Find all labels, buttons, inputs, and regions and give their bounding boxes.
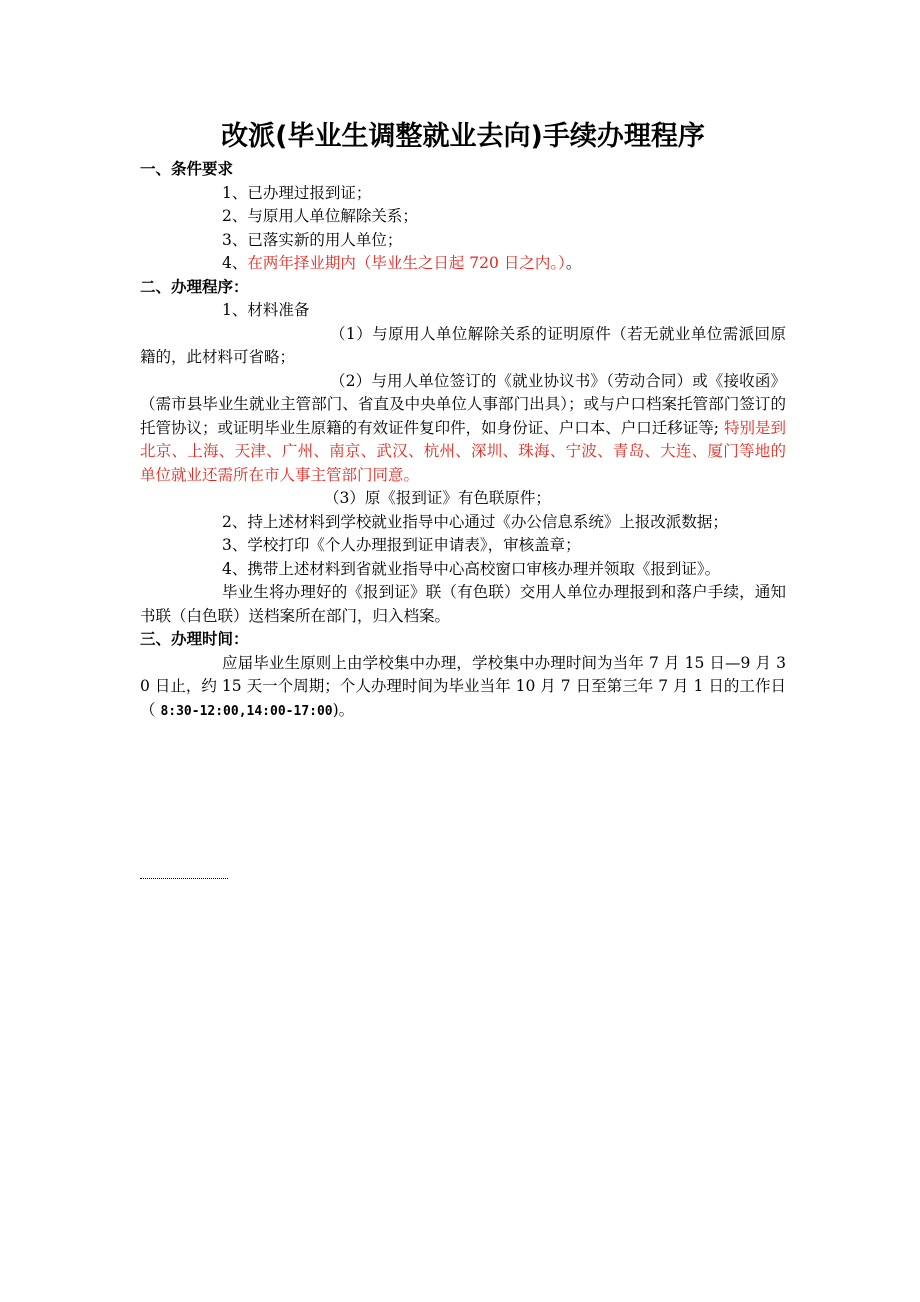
section-time	[140, 628, 786, 723]
procedure-step-4: 4、携带上述材料到省就业指导中心高校窗口审核办理并领取《报到证》。	[222, 559, 721, 578]
material-item-2	[140, 370, 786, 488]
condition-item-4-prefix: 4、	[222, 254, 248, 272]
section-heading-conditions: 一、条件要求	[140, 160, 234, 178]
time-paragraph-text: 应届毕业生原则上由学校集中办理，学校集中办理时间为当年 7 月 15 日—9 月 30 日止，约 15 天一个周期；个人办理时间为毕业当年 10 月 7 日至第三年 7 月 1 日的工作日（	[140, 653, 786, 719]
time-paragraph-end: )。	[332, 700, 355, 719]
material-item-2-highlight: 特别是到北京、上海、天津、广州、南京、武汉、杭州、深圳、珠海、宁波、青岛、大连、厦门等地的单位就业还需所在市人事主管部门同意。	[140, 418, 786, 484]
footnote-separator	[140, 878, 228, 879]
section-heading-procedure: 二、办理程序：	[140, 277, 249, 296]
office-hours: 8:30-12:00,14:00-17:00	[160, 703, 333, 719]
section-conditions	[140, 158, 786, 276]
material-item-3: （3）原《报到证》有色联原件；	[324, 489, 551, 507]
section-procedure	[140, 276, 786, 629]
condition-item: 3、已落实新的用人单位；	[222, 230, 403, 249]
time-paragraph	[140, 652, 786, 724]
document-title: 改派(毕业生调整就业去向)手续办理程序	[221, 121, 705, 152]
condition-item: 2、与原用人单位解除关系；	[222, 207, 418, 225]
condition-item-4-suffix: 。	[565, 254, 582, 272]
condition-item-4-highlight: 在两年择业期内（毕业生之日起 720 日之内。）	[247, 254, 566, 272]
material-item-2-text: （2）与用人单位签订的《就业协议书》（劳动合同）或《接收函》（需市县毕业生就业主管部门、省直及中央单位人事部门出具）；或与户口档案托管部门签订的托管协议；或证明毕业生原籍的有效证件复印件，如身份证、户口本、户口迁移证等;	[140, 371, 786, 437]
procedure-step-1: 1、材料准备	[222, 301, 310, 319]
material-item-1: （1）与原用人单位解除关系的证明原件（若无就业单位需派回原籍的，此材料可省略；	[140, 324, 786, 366]
procedure-step-3: 3、学校打印《个人办理报到证申请表》，审核盖章；	[222, 536, 581, 554]
condition-item-4	[140, 252, 786, 276]
condition-item: 1、已办理过报到证；	[222, 183, 372, 202]
procedure-note: 毕业生将办理好的《报到证》联（有色联）交用人单位办理报到和落户手续，通知书联（白色联）送档案所在部门，归入档案。	[140, 583, 786, 625]
section-heading-time: 三、办理时间：	[140, 630, 249, 648]
document-page	[140, 118, 786, 723]
procedure-step-2: 2、持上述材料到学校就业指导中心通过《办公信息系统》上报改派数据；	[222, 512, 728, 531]
